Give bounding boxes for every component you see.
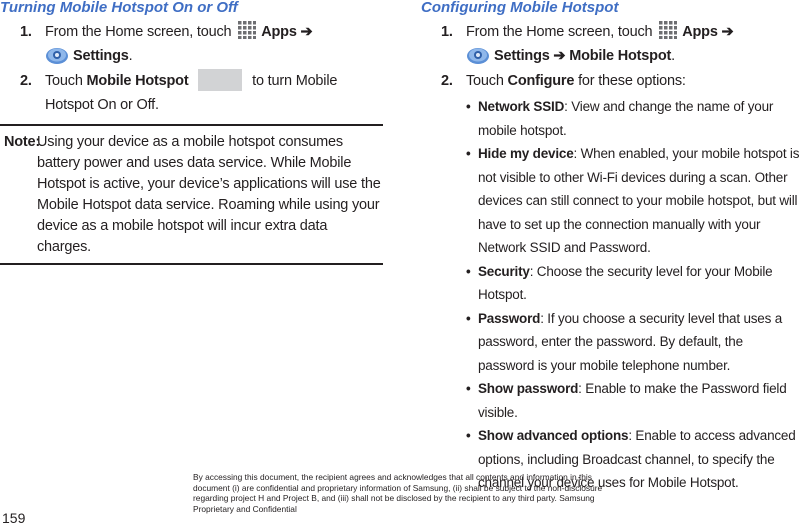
step-2 bbox=[0, 69, 385, 117]
option-term: Security bbox=[478, 263, 530, 279]
step-text: Touch bbox=[45, 73, 83, 89]
step-punctuation: . bbox=[671, 48, 675, 64]
section-heading: Configuring Mobile Hotspot bbox=[421, 0, 619, 16]
option-desc: : If you choose a security level that uses a password, enter the password. By default, the password is your mobile telephone number. bbox=[478, 310, 783, 373]
list-item bbox=[466, 142, 802, 260]
option-term: Password bbox=[478, 310, 541, 326]
options-list bbox=[466, 95, 802, 495]
option-desc: : Enable to access advanced options, including Broadcast channel, to specify the channel your device uses for Mobile Hotspot. bbox=[478, 428, 796, 490]
right-column bbox=[421, 0, 802, 495]
step-number: 2. bbox=[441, 73, 453, 89]
note-label: Note: bbox=[4, 134, 41, 150]
bullet-icon: • bbox=[466, 263, 471, 279]
configure-label: Configure bbox=[507, 73, 575, 89]
note-text: Using your device as a mobile hotspot consumes battery power and uses data service. While Mobile Hotspot is active, your device’s applications will use the Mobile Hotspot data service. Roaming while using your device as a mobile hotspot will incur extra data charges. bbox=[37, 134, 381, 255]
option-term: Show password bbox=[478, 381, 579, 396]
step-2 bbox=[421, 69, 802, 93]
option-term: Network SSID bbox=[478, 99, 565, 114]
list-item bbox=[466, 307, 802, 378]
apps-grid-icon bbox=[237, 20, 257, 40]
section-heading: Turning Mobile Hotspot On or Off bbox=[0, 0, 238, 16]
toggle-switch-icon bbox=[198, 69, 242, 91]
apps-grid-icon bbox=[658, 20, 678, 40]
step-number: 1. bbox=[20, 24, 32, 40]
option-desc: : Choose the security level for your Mobile Hotspot. bbox=[478, 263, 773, 302]
page-number: 159 bbox=[2, 510, 26, 526]
step-text: Touch bbox=[466, 73, 504, 89]
apps-label: Apps ➔ bbox=[261, 24, 313, 40]
settings-gear-icon bbox=[466, 45, 490, 65]
step-punctuation: . bbox=[128, 48, 133, 64]
list-item bbox=[466, 377, 802, 424]
list-item bbox=[466, 260, 802, 307]
mobile-hotspot-label: Mobile Hotspot bbox=[86, 73, 189, 89]
settings-path-label: Settings ➔ Mobile Hotspot bbox=[494, 48, 672, 64]
option-term: Show advanced options bbox=[478, 428, 629, 443]
step-text-tail: for these options: bbox=[578, 73, 686, 89]
confidentiality-disclaimer: By accessing this document, the recipient agrees and acknowledges that all contents and information in this document (i) are confidential and proprietary information of Samsung, (ii) shall be subject to the non-disclosure regarding project H and Project B, and (iii) shall not be disclosed by the recipient to any third party. Samsung Proprietary and Confidential bbox=[193, 472, 603, 514]
step-1 bbox=[421, 20, 802, 68]
option-desc: : Enable to make the Password field visible. bbox=[478, 381, 787, 420]
option-desc: : View and change the name of your mobile hotspot. bbox=[478, 99, 774, 138]
step-text: From the Home screen, touch bbox=[45, 24, 232, 40]
settings-gear-icon bbox=[45, 45, 69, 65]
option-term: Hide my device bbox=[478, 146, 574, 161]
step-number: 1. bbox=[441, 24, 453, 40]
bullet-icon: • bbox=[466, 310, 471, 326]
step-text-tail: to turn Mobile Hotspot On or Off. bbox=[45, 73, 338, 113]
bullet-icon: • bbox=[466, 99, 471, 114]
note-box bbox=[0, 124, 383, 265]
option-desc: : When enabled, your mobile hotspot is not visible to other Wi-Fi devices during a scan. Other devices can still connect to your mobile hotspot, but will have to set up the connection manually with your Network SSID and Password. bbox=[478, 146, 800, 255]
bullet-icon: • bbox=[466, 428, 471, 443]
step-text: From the Home screen, touch bbox=[466, 24, 653, 40]
step-1 bbox=[0, 20, 385, 68]
left-column bbox=[0, 0, 385, 255]
bullet-icon: • bbox=[466, 146, 471, 161]
step-number: 2. bbox=[20, 73, 32, 89]
settings-label: Settings bbox=[73, 48, 129, 64]
bullet-icon: • bbox=[466, 381, 471, 396]
list-item bbox=[466, 95, 802, 142]
apps-label: Apps ➔ bbox=[682, 24, 734, 40]
